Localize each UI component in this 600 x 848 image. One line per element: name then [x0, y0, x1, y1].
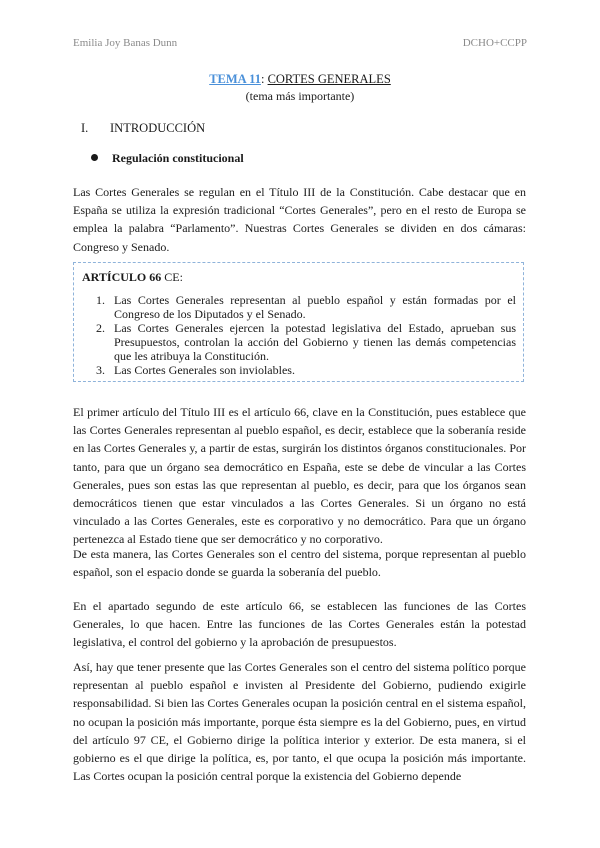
article-item-list	[96, 293, 516, 377]
subsection-title: Regulación constitucional	[112, 151, 244, 165]
paragraph-center-system: De esta manera, las Cortes Generales son el centro del sistema, porque representan al pueblo español, son el espacio donde se guarda la soberanía del pueblo.	[73, 547, 526, 580]
subsection-heading	[91, 151, 244, 166]
section-title: INTRODUCCIÓN	[110, 121, 206, 135]
paragraph-article-66: El primer artículo del Título III es el artículo 66, clave en la Constitución, pues establece que las Cortes Generales representan al pueblo español, es decir, establece que la soberanía reside en las Cortes Generales y, a partir de estas, surgirán los distintos órganos constitucionales. Por tanto, para que un órgano sea democrático en España, este se debe de vincular a las Cortes Generales, pues son estas las que representan al pueblo, es decir, para que los órganos sean democráticos tienen que estar vinculados a las Cortes Generales. Si un órgano no está vinculado a las Cortes Generales, este es corporativo y no democrático. Para que un órgano pertenezca al Estado tiene que ser democrático y no corporativo.	[73, 405, 526, 547]
section-heading	[81, 121, 205, 136]
header-course: DCHO+CCPP	[462, 37, 527, 49]
topic-title	[0, 72, 600, 87]
topic-name: CORTES GENERALES	[267, 72, 391, 86]
topic-number: TEMA 11	[209, 72, 261, 86]
header-author: Emilia Joy Banas Dunn	[73, 37, 178, 49]
list-item	[96, 293, 516, 321]
list-item	[96, 363, 516, 377]
list-item-number: 3.	[96, 363, 105, 377]
list-item-number: 1.	[96, 293, 105, 307]
list-item	[96, 321, 516, 363]
list-item-text: Las Cortes Generales representan al pueblo español y están formadas por el Congreso de los Diputados y el Senado.	[114, 293, 516, 321]
topic-separator: :	[260, 72, 265, 86]
topic-subtitle: (tema más importante)	[245, 89, 355, 103]
article-66-box	[73, 262, 524, 382]
article-suffix: CE:	[161, 270, 183, 284]
article-label: ARTÍCULO 66	[82, 270, 162, 284]
paragraph-government: Así, hay que tener presente que las Cortes Generales son el centro del sistema político porque representan al pueblo español e invisten al Presidente del Gobierno, pudiendo exigirle responsabilidad. Si bien las Cortes Generales ocupan la posición central en el sistema español, no ocupan la posición más importante, porque ésta siempre es la del Gobierno, pues, en virtud del artículo 97 CE, el Gobierno dirige la política interior y exterior. De esta manera, si el gobierno es el que dirige la política, es, por tanto, el que ocupa la posición más importante. Las Cortes ocupan la posición central porque la existencia del Gobierno depende	[73, 660, 526, 784]
paragraph-functions: En el apartado segundo de este artículo 66, se establecen las funciones de las Cortes Generales, lo que hacen. Entre las funciones de las Cortes Generales están la potestad legislativa, el control del gobierno y la aprobación de presupuestos.	[73, 599, 526, 650]
list-item-text: Las Cortes Generales ejercen la potestad legislativa del Estado, aprueban sus Presupuestos, controlan la acción del Gobierno y tienen las demás competencias que les atribuya la Constitución.	[114, 321, 516, 363]
paragraph-intro: Las Cortes Generales se regulan en el Título III de la Constitución. Cabe destacar que en España se utiliza la expresión tradicional “Cortes Generales”, pero en el resto de Europa se emplea la palabra “Parlamento”. Nuestras Cortes Generales se dividen en dos cámaras: Congreso y Senado.	[73, 185, 526, 254]
bullet-icon	[91, 154, 98, 161]
article-box-title	[82, 270, 183, 285]
section-roman: I.	[81, 121, 89, 135]
list-item-text: Las Cortes Generales son inviolables.	[114, 363, 295, 377]
list-item-number: 2.	[96, 321, 105, 335]
